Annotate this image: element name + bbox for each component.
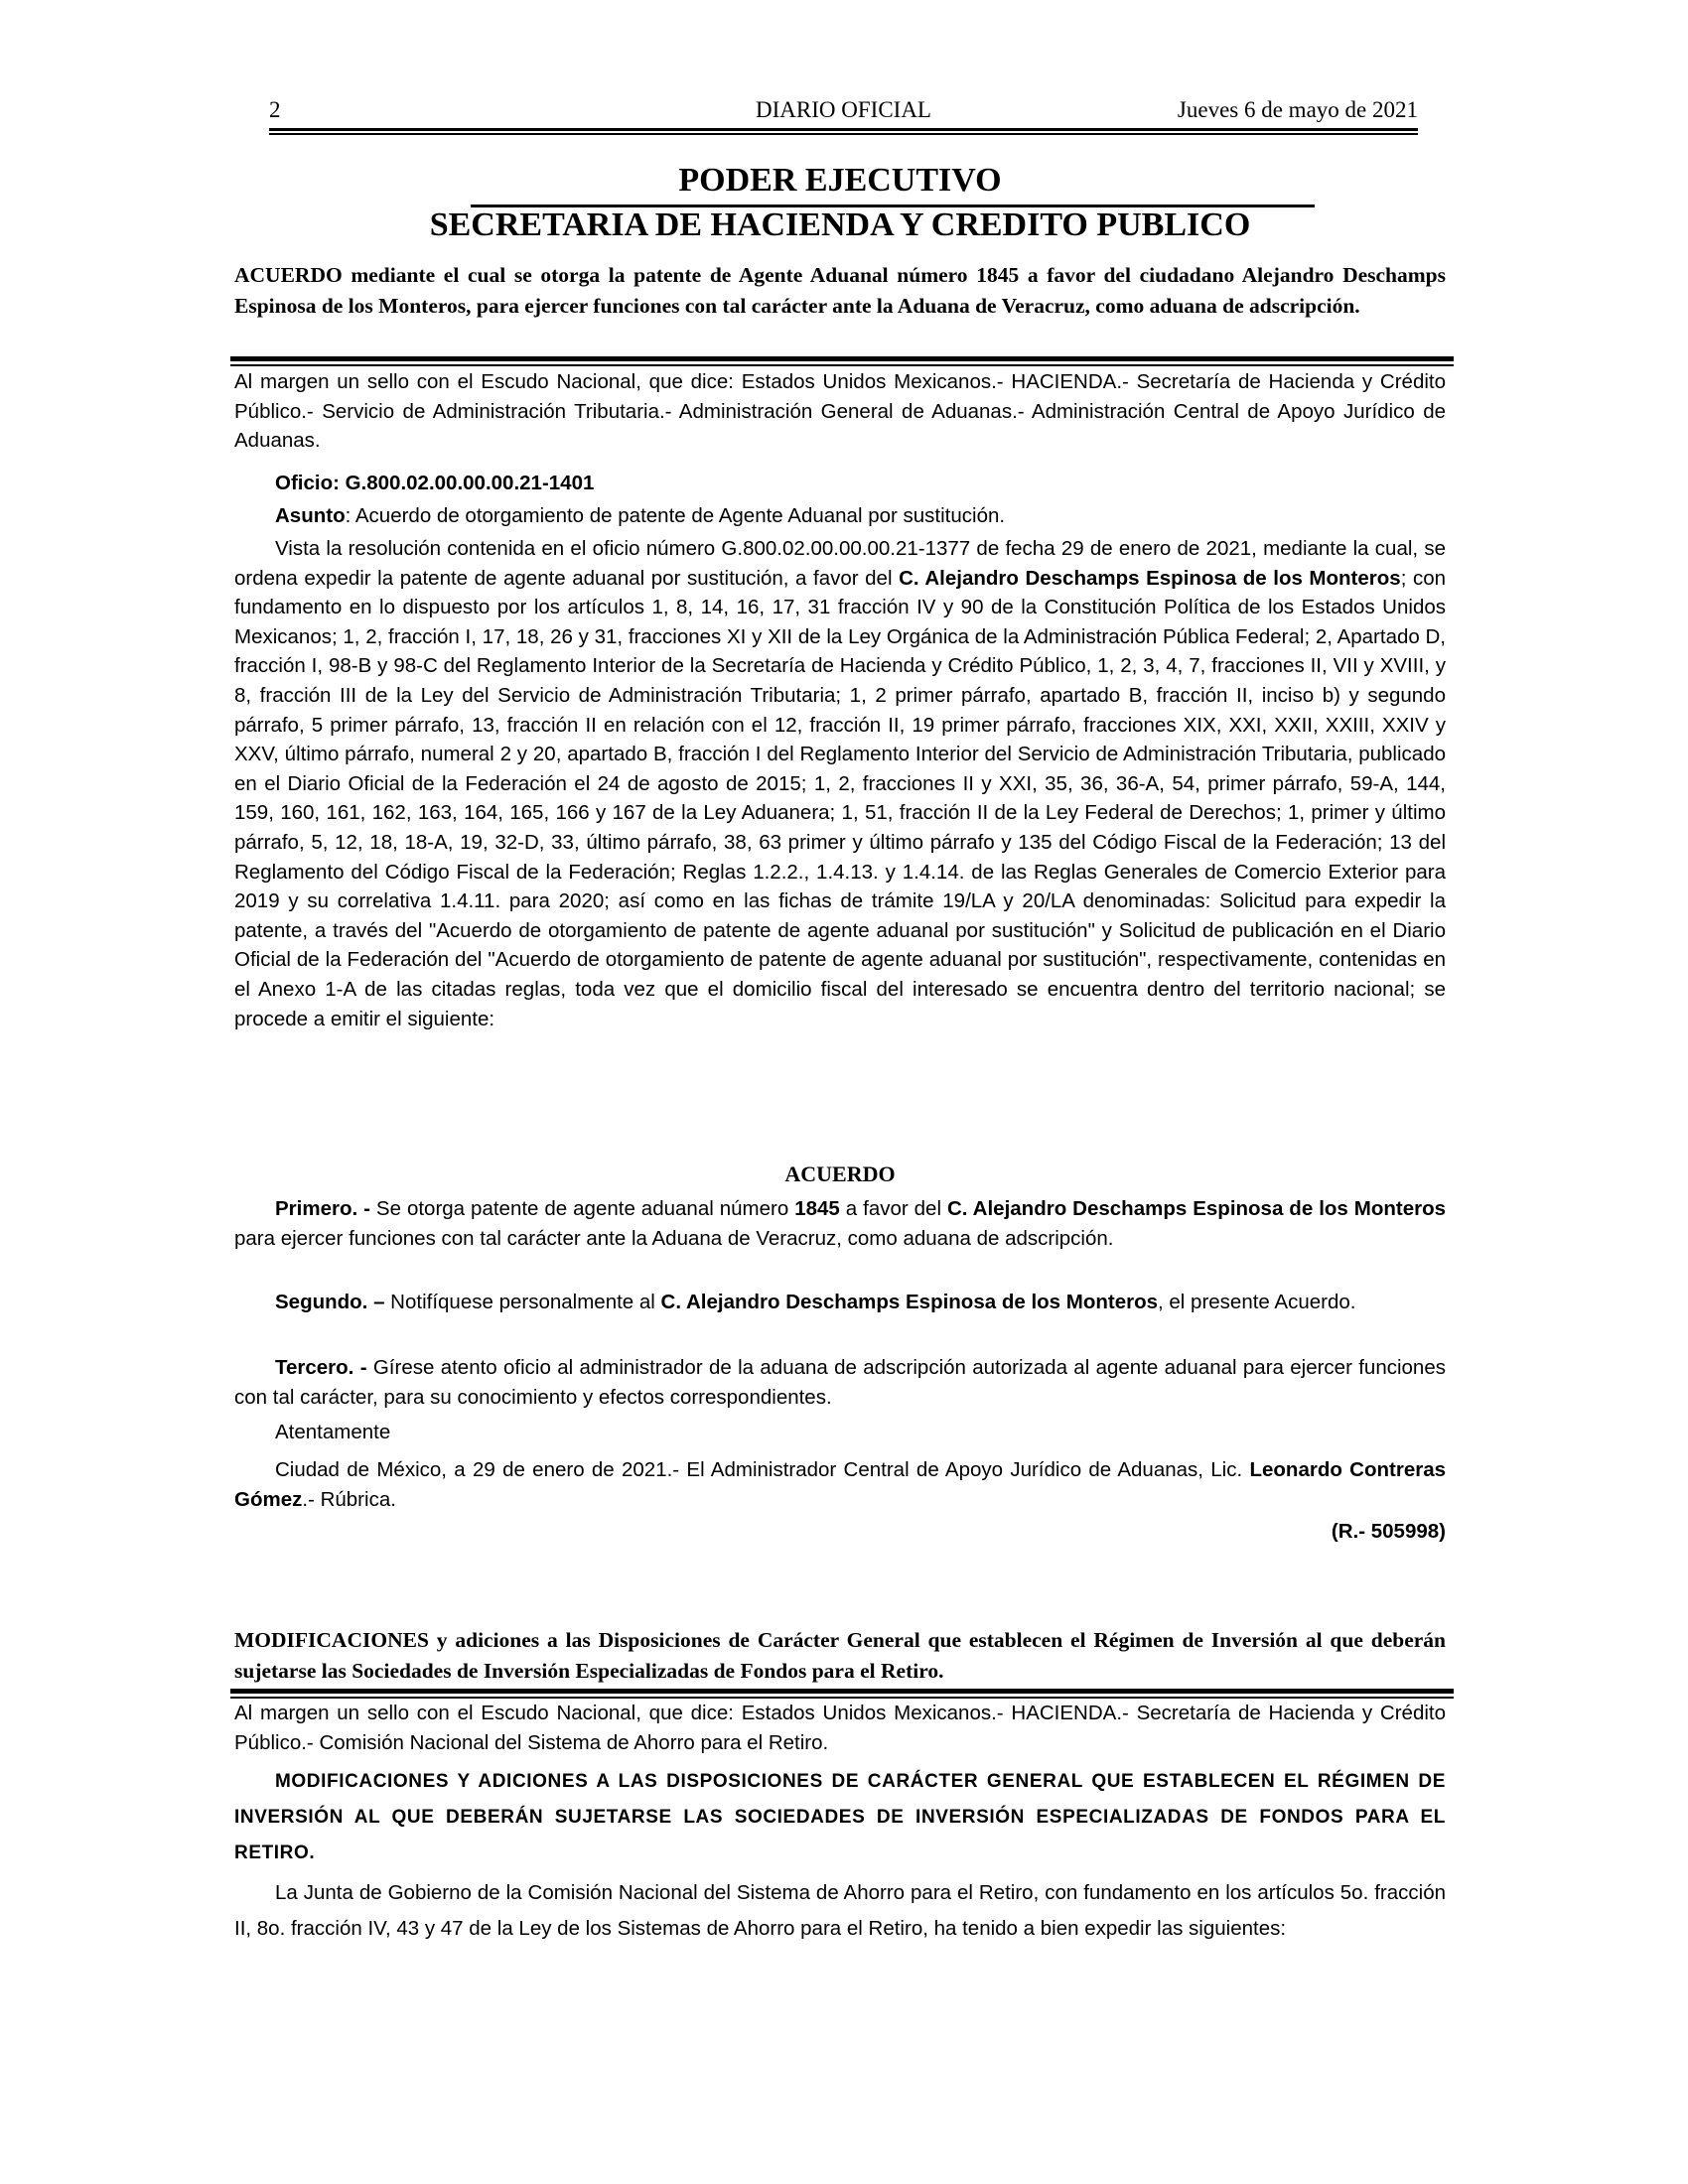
- whereas-beneficiary-name: C. Alejandro Deschamps Espinosa de los Monteros: [899, 566, 1401, 590]
- segundo-text-a: Notifíquese personalmente al: [384, 1291, 661, 1313]
- doc2-intro-paragraph: La Junta de Gobierno de la Comisión Nacional del Sistema de Ahorro para el Retiro, con fundamento en los artículos 5o. fracción II, 8o. fracción IV, 43 y 47 de la Ley de los Sistemas de Ahorro para el Retiro, ha tenido a bien expedir las siguientes:: [234, 1881, 1446, 1940]
- doc2-title-lead: MODIFICACIONES: [234, 1628, 429, 1652]
- publication-date: Jueves 6 de mayo de 2021: [1177, 97, 1418, 122]
- primero-label: Primero. -: [275, 1197, 370, 1220]
- whereas-text-b: ; con fundamento en lo dispuesto por los artículos 1, 8, 14, 16, 17, 31 fracción IV y 90 de la Constitución Política de los Estados Unidos Mexicanos; 1, 2, fracción I, 17, 18, 26 y 31, fracciones XI y XII de la Ley Orgánica de la Administración Pública Federal; 2, Apartado D, fracción I, 98-B y 98-C del Reglamento Interior de la Secretaría de Hacienda y Crédito Público, 1, 2, 3, 4, 7, fracciones II, VII y XVIII, y 8, fracción III de la Ley del Servicio de Administración Tributaria; 1, 2 primer párrafo, apartado B, fracción II, inciso b) y segundo párrafo, 5 primer párrafo, 13, fracción II en relación con el 12, fracción II, 19 primer párrafo, fracciones XIX, XXI, XXII, XXIII, XXIV y XXV, último párrafo, numeral 2 y 20, apartado B, fracción I del Reglamento Interior del Servicio de Administración Tributaria, publicado en el Diario Oficial de la Federación el 24 de agosto de 2015; 1, 2, fracciones II y XXI, 35, 36, 36-A, 54, primer párrafo, 59-A, 144, 159, 160, 161, 162, 163, 164, 165, 166 y 167 de la Ley Aduanera; 1, 51, fracción II de la Ley Federal de Derechos; 1, primer y último párrafo, 5, 12, 18, 18-A, 19, 32-D, 33, último párrafo, 38, 63 primer y último párrafo y 135 del Código Fiscal de la Federación; 13 del Reglamento del Código Fiscal de la Federación; Reglas 1.2.2., 1.4.13. y 1.4.14. de las Reglas Generales de Comercio Exterior para 2019 y su correlativa 1.4.11. para 2020; así como en las fichas de trámite 19/LA y 20/LA denominadas: Solicitud para expedir la patente, a través del "Acuerdo de otorgamiento de patente de agente aduanal por sustitución" y Solicitud de publicación en el Diario Oficial de la Federación del "Acuerdo de otorgamiento de patente de agente aduanal por sustitución", respectivamente, contenidas en el Anexo 1-A de las citadas reglas, toda vez que el domicilio fiscal del interesado se encuentra dentro del territorio nacional; se procede a emitir el siguiente:: [234, 566, 1446, 1030]
- branch-heading: PODER EJECUTIVO: [678, 162, 1002, 199]
- segundo-text-b: , el presente Acuerdo.: [1158, 1291, 1356, 1313]
- doc1-title: [234, 260, 1446, 322]
- primero-beneficiary-name: C. Alejandro Deschamps Espinosa de los Monteros: [946, 1197, 1447, 1220]
- doc2-caps-title: MODIFICACIONES Y ADICIONES A LAS DISPOSICIONES DE CARÁCTER GENERAL QUE ESTABLECEN EL RÉGIMEN DE INVERSIÓN AL QUE DEBERÁN SUJETARSE LAS SOCIEDADES DE INVERSIÓN ESPECIALIZADAS DE FONDOS PARA EL RETIRO.: [234, 1771, 1446, 1863]
- publication-reference: (R.- 505998): [1331, 1520, 1446, 1543]
- doc1-title-rule: [230, 356, 1454, 366]
- closing-salutation: Atentamente: [275, 1421, 391, 1443]
- doc2-seal-text: Al margen un sello con el Escudo Nacional, que dice: Estados Unidos Mexicanos.- HACIENDA.- Secretaría de Hacienda y Crédito Público.- Comisión Nacional del Sistema de Ahorro para el Retiro.: [234, 1702, 1446, 1754]
- article-segundo: [234, 1288, 1446, 1317]
- doc2-title-rule: [230, 1689, 1454, 1699]
- signature-text-a: Ciudad de México, a 29 de enero de 2021.- El Administrador Central de Apoyo Jurídico de Aduanas, Lic.: [275, 1458, 1250, 1481]
- acuerdo-heading: ACUERDO: [784, 1161, 896, 1186]
- header-rule-thick: [269, 128, 1418, 131]
- header-rule-thin: [269, 133, 1418, 135]
- patent-number: 1845: [794, 1197, 840, 1220]
- running-header: [269, 95, 1418, 125]
- doc1-title-lead: ACUERDO: [234, 263, 343, 287]
- primero-text-b: a favor del: [839, 1197, 947, 1220]
- doc2-title: [234, 1625, 1446, 1687]
- publication-name: DIARIO OFICIAL: [756, 97, 931, 122]
- page-number: 2: [269, 97, 281, 122]
- doc1-oficio: Oficio: G.800.02.00.00.00.21-1401: [275, 472, 595, 494]
- asunto-label: Asunto: [275, 504, 346, 527]
- whereas-text-a: Vista la resolución contenida en el oficio número G.800.02.00.00.00.21-1377 de fecha 29 de enero de 2021, mediante la cual, se ordena expedir la patente de agente aduanal por sustitución, a favor del: [234, 537, 1446, 590]
- doc1-asunto: [234, 501, 1446, 531]
- doc2-title-rest: y adiciones a las Disposiciones de Carácter General que establecen el Régimen de Inversión al que deberán sujetarse las Sociedades de Inversión Especializadas de Fondos para el Retiro.: [234, 1628, 1446, 1683]
- doc1-whereas-paragraph: [234, 534, 1446, 1033]
- doc1-seal-text: Al margen un sello con el Escudo Nacional, que dice: Estados Unidos Mexicanos.- HACIENDA.- Secretaría de Hacienda y Crédito Público.- Servicio de Administración Tributaria.- Administración General de Aduanas.- Administración Central de Apoyo Jurídico de Aduanas.: [234, 370, 1446, 453]
- article-primero: [234, 1194, 1446, 1253]
- segundo-label: Segundo. –: [275, 1291, 385, 1313]
- primero-text-a: Se otorga patente de agente aduanal número: [369, 1197, 795, 1220]
- article-tercero: [234, 1353, 1446, 1412]
- doc1-title-rest: mediante el cual se otorga la patente de Agente Aduanal número 1845 a favor del ciudadano Alejandro Deschamps Espinosa de los Monteros, para ejercer funciones con tal carácter ante la Aduana de Veracruz, como aduana de adscripción.: [234, 263, 1446, 318]
- tercero-label: Tercero. -: [275, 1356, 367, 1379]
- signatory-name: Leonardo Contreras Gómez: [234, 1458, 1447, 1511]
- asunto-text: : Acuerdo de otorgamiento de patente de Agente Aduanal por sustitución.: [345, 504, 1006, 527]
- tercero-text: Gírese atento oficio al administrador de la aduana de adscripción autorizada al agente aduanal para ejercer funciones con tal carácter, para su conocimiento y efectos correspondientes.: [234, 1356, 1446, 1409]
- signature-text-b: .- Rúbrica.: [302, 1487, 396, 1511]
- signature-block: [234, 1455, 1446, 1514]
- primero-text-c: para ejercer funciones con tal carácter ante la Aduana de Veracruz, como aduana de adscripción.: [234, 1226, 1114, 1250]
- segundo-beneficiary-name: C. Alejandro Deschamps Espinosa de los Monteros: [660, 1291, 1159, 1313]
- ministry-heading: SECRETARIA DE HACIENDA Y CREDITO PUBLICO: [429, 206, 1251, 243]
